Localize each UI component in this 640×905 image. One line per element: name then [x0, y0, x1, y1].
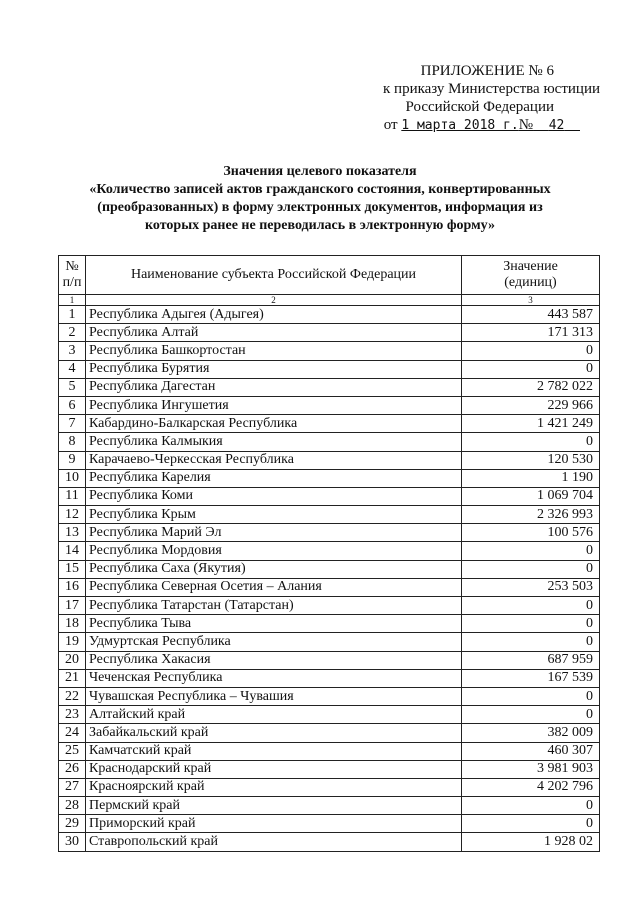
- region-name: Пермский край: [86, 797, 462, 815]
- row-value: 0: [462, 687, 600, 705]
- appendix-header: [340, 62, 600, 135]
- table-row: [59, 415, 600, 433]
- table-row: [59, 706, 600, 724]
- row-number: 13: [59, 524, 86, 542]
- row-value: 0: [462, 342, 600, 360]
- row-value: 0: [462, 360, 600, 378]
- row-value: 0: [462, 560, 600, 578]
- region-name: Алтайский край: [86, 706, 462, 724]
- row-value: 0: [462, 433, 600, 451]
- header-name: Наименование субъекта Российской Федерации: [86, 256, 462, 295]
- region-name: Республика Бурятия: [86, 360, 462, 378]
- table-row: [59, 542, 600, 560]
- region-name: Республика Тыва: [86, 615, 462, 633]
- row-value: 1 421 249: [462, 415, 600, 433]
- table-row: [59, 687, 600, 705]
- table-row: [59, 578, 600, 596]
- table-row: [59, 597, 600, 615]
- row-value: 443 587: [462, 306, 600, 324]
- table-row: [59, 615, 600, 633]
- region-name: Красноярский край: [86, 778, 462, 796]
- table-row: [59, 669, 600, 687]
- row-value: 460 307: [462, 742, 600, 760]
- region-name: Чувашская Республика – Чувашия: [86, 687, 462, 705]
- region-name: Карачаево-Черкесская Республика: [86, 451, 462, 469]
- row-number: 9: [59, 451, 86, 469]
- region-name: Республика Саха (Якутия): [86, 560, 462, 578]
- row-number: 1: [59, 306, 86, 324]
- table-row: [59, 378, 600, 396]
- region-name: Чеченская Республика: [86, 669, 462, 687]
- region-name: Республика Башкортостан: [86, 342, 462, 360]
- row-value: 1 190: [462, 469, 600, 487]
- row-value: 100 576: [462, 524, 600, 542]
- table-row: [59, 306, 600, 324]
- title-line1: Значения целевого показателя: [223, 164, 417, 179]
- row-number: 27: [59, 778, 86, 796]
- region-name: Республика Дагестан: [86, 378, 462, 396]
- row-number: 17: [59, 597, 86, 615]
- table-row: [59, 342, 600, 360]
- region-name: Республика Хакасия: [86, 651, 462, 669]
- region-name: Республика Мордовия: [86, 542, 462, 560]
- row-value: 3 981 903: [462, 760, 600, 778]
- table-row: [59, 815, 600, 833]
- region-name: Камчатский край: [86, 742, 462, 760]
- table-row: [59, 433, 600, 451]
- region-name: Приморский край: [86, 815, 462, 833]
- table-row: [59, 506, 600, 524]
- table-row: [59, 324, 600, 342]
- title-line3: (преобразованных) в форму электронных документов, информация из: [97, 200, 543, 215]
- row-number: 5: [59, 378, 86, 396]
- region-name: Республика Марий Эл: [86, 524, 462, 542]
- row-value: 167 539: [462, 669, 600, 687]
- region-name: Республика Алтай: [86, 324, 462, 342]
- row-value: 229 966: [462, 396, 600, 414]
- row-value: 253 503: [462, 578, 600, 596]
- document-title: [40, 163, 600, 235]
- appendix-line2: к приказу Министерства юстиции: [383, 81, 600, 97]
- header-value: Значение (единиц): [462, 256, 600, 295]
- row-value: 382 009: [462, 724, 600, 742]
- row-value: 0: [462, 815, 600, 833]
- region-name: Краснодарский край: [86, 760, 462, 778]
- row-value: 1 069 704: [462, 487, 600, 505]
- table-row: [59, 396, 600, 414]
- row-value: 0: [462, 706, 600, 724]
- header-num: № п/п: [59, 256, 86, 295]
- region-name: Республика Северная Осетия – Алания: [86, 578, 462, 596]
- row-number: 7: [59, 415, 86, 433]
- row-number: 14: [59, 542, 86, 560]
- order-number: 42: [548, 118, 565, 133]
- title-line2: «Количество записей актов гражданского состояния, конвертированных: [89, 182, 551, 197]
- row-number: 19: [59, 633, 86, 651]
- table-row: [59, 797, 600, 815]
- row-value: 171 313: [462, 324, 600, 342]
- table-row: [59, 778, 600, 796]
- order-from: от: [383, 117, 398, 133]
- row-value: 4 202 796: [462, 778, 600, 796]
- row-number: 8: [59, 433, 86, 451]
- appendix-number: ПРИЛОЖЕНИЕ № 6: [420, 63, 554, 79]
- region-name: Республика Карелия: [86, 469, 462, 487]
- row-number: 25: [59, 742, 86, 760]
- table-row: [59, 833, 600, 851]
- row-value: 0: [462, 597, 600, 615]
- order-no-label: №: [518, 117, 534, 133]
- table-row: [59, 469, 600, 487]
- appendix-line3: Российской Федерации: [405, 99, 554, 115]
- table-row: [59, 651, 600, 669]
- column-number-row: [59, 295, 600, 306]
- row-number: 6: [59, 396, 86, 414]
- region-name: Республика Ингушетия: [86, 396, 462, 414]
- colnum-2: 2: [86, 295, 462, 306]
- region-name: Республика Коми: [86, 487, 462, 505]
- row-number: 24: [59, 724, 86, 742]
- row-number: 21: [59, 669, 86, 687]
- region-name: Республика Татарстан (Татарстан): [86, 597, 462, 615]
- title-line4: которых ранее не переводилась в электронную форму»: [145, 218, 495, 233]
- row-number: 26: [59, 760, 86, 778]
- row-number: 16: [59, 578, 86, 596]
- row-value: 0: [462, 797, 600, 815]
- table-row: [59, 633, 600, 651]
- row-number: 11: [59, 487, 86, 505]
- row-number: 20: [59, 651, 86, 669]
- row-value: 0: [462, 542, 600, 560]
- colnum-1: 1: [59, 295, 86, 306]
- table-row: [59, 560, 600, 578]
- row-value: 0: [462, 615, 600, 633]
- order-date: 1 марта 2018 г.: [401, 118, 519, 133]
- row-number: 23: [59, 706, 86, 724]
- colnum-3: 3: [462, 295, 600, 306]
- row-number: 18: [59, 615, 86, 633]
- row-number: 10: [59, 469, 86, 487]
- region-name: Забайкальский край: [86, 724, 462, 742]
- row-number: 22: [59, 687, 86, 705]
- row-number: 2: [59, 324, 86, 342]
- table-row: [59, 451, 600, 469]
- row-number: 30: [59, 833, 86, 851]
- row-value: 2 326 993: [462, 506, 600, 524]
- region-name: Кабардино-Балкарская Республика: [86, 415, 462, 433]
- row-number: 29: [59, 815, 86, 833]
- row-number: 3: [59, 342, 86, 360]
- row-value: 120 530: [462, 451, 600, 469]
- row-value: 687 959: [462, 651, 600, 669]
- row-value: 0: [462, 633, 600, 651]
- table-row: [59, 742, 600, 760]
- region-name: Республика Адыгея (Адыгея): [86, 306, 462, 324]
- row-number: 28: [59, 797, 86, 815]
- table-row: [59, 360, 600, 378]
- table-row: [59, 524, 600, 542]
- row-number: 15: [59, 560, 86, 578]
- row-value: 1 928 02: [462, 833, 600, 851]
- order-line: [340, 116, 600, 135]
- table-row: [59, 724, 600, 742]
- region-name: Ставропольский край: [86, 833, 462, 851]
- row-number: 12: [59, 506, 86, 524]
- row-number: 4: [59, 360, 86, 378]
- region-name: Республика Крым: [86, 506, 462, 524]
- row-value: 2 782 022: [462, 378, 600, 396]
- table-row: [59, 760, 600, 778]
- table-header-row: [59, 256, 600, 295]
- table-row: [59, 487, 600, 505]
- values-table: [58, 255, 600, 852]
- region-name: Удмуртская Республика: [86, 633, 462, 651]
- region-name: Республика Калмыкия: [86, 433, 462, 451]
